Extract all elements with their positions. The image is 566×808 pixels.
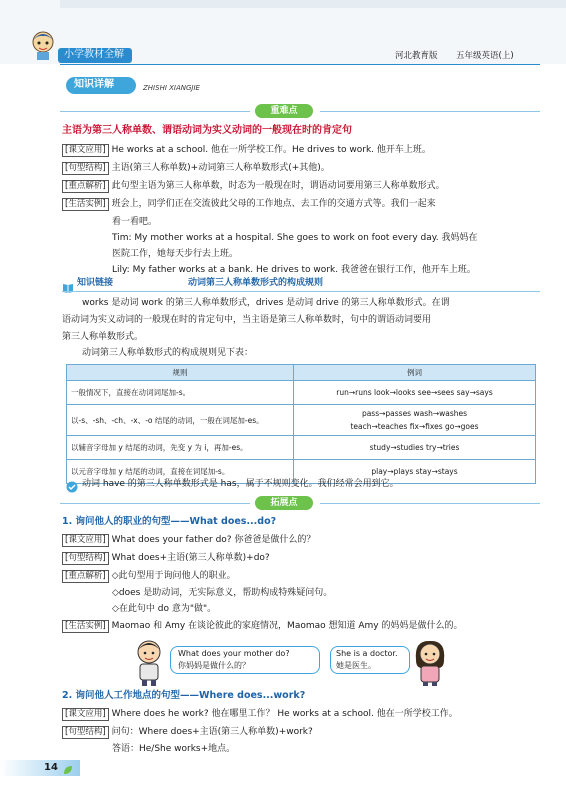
line-text: 班会上，同学们正在交流彼此父母的工作地点、去工作的交通方式等。我们一起来	[111, 199, 436, 209]
line-tag: [句型结构]	[62, 726, 109, 739]
link-note: 动词 have 的第三人称单数形式是 has，属于不规则变化。我们经常会用到它。	[82, 479, 399, 489]
table-header: 规则	[67, 365, 294, 381]
mascot-icon	[28, 30, 58, 60]
series-title: 小学教材全解	[64, 49, 124, 60]
link-para-2: 语动词为实义动词的一般现在时的肯定句中，当主语是第三人称单数时，句中的谓语动词要用	[62, 315, 432, 325]
line-tag: [重点解析]	[62, 180, 109, 193]
extend-item1-line-1	[62, 534, 315, 547]
link-title: 动词第三人称单数形式的构成规则	[188, 278, 324, 288]
line-tag: [课文应用]	[62, 708, 109, 721]
publisher: 河北教育版	[395, 51, 438, 61]
line-tag: [重点解析]	[62, 570, 109, 583]
example-line: teach→teaches fix→fixes go→goes	[350, 422, 479, 431]
extend-item1-example	[62, 620, 462, 633]
extend-item2-title: 2. 询问他人工作地点的句型——Where does...work?	[62, 690, 306, 701]
extend-item2-line-1	[62, 708, 458, 721]
line-text: What does your father do? 你爸爸是做什么的？	[111, 535, 316, 545]
keypoint-badge: 重难点	[255, 104, 313, 118]
girl-illustration-icon	[410, 638, 450, 686]
example-line: pass→passes wash→washes	[361, 409, 468, 418]
page-number: 14	[44, 762, 58, 773]
line-text: He works at a school. 他在一所学校工作。He drives to work. 他开车上班。	[111, 145, 431, 155]
keypoint-cont-1: 看一看吧。	[112, 217, 158, 227]
table-cell-rule: 以-s、-sh、-ch、-x、-o 结尾的动词，一般在词尾加-es。	[67, 405, 294, 436]
keypoint-line-4	[62, 198, 436, 211]
table-row	[67, 405, 536, 436]
keypoint-cont-2: Tim: My mother works at a hospital. She goes to work on foot every day. 我妈妈在	[112, 233, 478, 243]
table-cell-rule: 一般情况下，直接在动词词尾加-s。	[67, 381, 294, 405]
extend-rule-left	[60, 503, 250, 504]
leaf-icon	[62, 761, 74, 773]
line-text: 主语(第三人称单数)+动词第三人称单数形式(+其他)。	[111, 163, 330, 173]
line-tag: [生活实例]	[62, 198, 109, 211]
note-icon	[66, 478, 78, 490]
extend-item1-line-2	[62, 552, 270, 565]
boy-illustration-icon	[130, 638, 168, 686]
bubble2-en: She is a doctor.	[336, 649, 398, 658]
keypoint-cont-4: Lily: My father works at a bank. He drives to work. 我爸爸在银行工作，他开车上班。	[112, 265, 476, 275]
keypoint-line-2	[62, 162, 330, 175]
table-cell-examples	[294, 405, 536, 436]
table-row	[67, 436, 536, 460]
rules-table	[66, 364, 536, 484]
table-header: 例词	[294, 365, 536, 381]
bubble1-en: What does your mother do?	[178, 649, 290, 658]
section-badge-pinyin: ZHISHI XIANGJIE	[143, 84, 200, 92]
link-label: 知识链接	[77, 278, 114, 288]
table-cell-examples: play→plays stay→stays	[294, 460, 536, 484]
table-row	[67, 381, 536, 405]
table-cell-examples: run→runs look→looks see→sees say→says	[294, 381, 536, 405]
keypoint-cont-3: 医院工作，她每天步行去上班。	[112, 249, 239, 259]
line-tag: [课文应用]	[62, 534, 109, 547]
header-rule	[60, 64, 540, 65]
link-rule	[62, 291, 540, 292]
extend-badge: 拓展点	[255, 496, 313, 510]
link-para-1: works 是动词 work 的第三人称单数形式，drives 是动词 drive 的第三人称单数形式。在谓	[82, 298, 450, 308]
extend-rule-right	[320, 503, 540, 504]
extend-item1-title: 1. 询问他人的职业的句型——What does...do?	[62, 516, 277, 527]
bubble1-zh: 你妈妈是做什么的？	[178, 661, 250, 670]
line-text: ◇此句型用于询问他人的职业。	[111, 571, 236, 581]
book-icon	[62, 278, 74, 288]
line-tag: [生活实例]	[62, 620, 109, 633]
keypoint-title: 主语为第三人称单数、谓语动词为实义动词的一般现在时的肯定句	[62, 125, 352, 136]
line-tag: [句型结构]	[62, 552, 109, 565]
table-cell-examples: study→studies try→tries	[294, 436, 536, 460]
keypoint-rule-left	[60, 111, 250, 112]
link-para-3: 第三人称单数形式。	[62, 332, 144, 342]
table-cell-rule: 以元音字母加 y 结尾的动词，直接在词尾加-s。	[67, 460, 294, 484]
line-tag: [句型结构]	[62, 162, 109, 175]
grade-book: 五年级英语(上)	[456, 51, 514, 61]
extend-item2-line-2	[62, 726, 313, 739]
line-tag: [课文应用]	[62, 144, 109, 157]
line-text: 问句：Where does+主语(第三人称单数)+work?	[111, 727, 313, 737]
keypoint-rule-right	[320, 111, 540, 112]
line-text: Maomao 和 Amy 在谈论彼此的家庭情况，Maomao 想知道 Amy 的妈妈是做什么的。	[111, 621, 463, 631]
line-text: What does+主语(第三人称单数)+do?	[111, 553, 270, 563]
extend-item2-answer: 答语：He/She works+地点。	[112, 744, 236, 754]
extend-item1-sub-1: ◇does 是助动词，无实际意义，帮助构成特殊疑问句。	[112, 588, 333, 598]
table-cell-rule: 以辅音字母加 y 结尾的动词，先变 y 为 i，再加-es。	[67, 436, 294, 460]
extend-item1-sub-2: ◇在此句中 do 意为"做"。	[112, 604, 217, 614]
section-badge-label: 知识详解	[74, 79, 114, 90]
keypoint-line-3	[62, 180, 445, 193]
link-table-intro: 动词第三人称单数形式的构成规则见下表：	[82, 348, 254, 358]
table-header-row	[67, 365, 536, 381]
extend-item1-line-3	[62, 570, 236, 583]
header-top-strip	[60, 0, 566, 8]
bubble2-zh: 她是医生。	[336, 661, 376, 670]
line-text: Where does he work? 他在哪里工作？ He works at a school. 他在一所学校工作。	[111, 709, 458, 719]
line-text: 此句型主语为第三人称单数，时态为一般现在时，谓语动词要用第三人称单数形式。	[111, 181, 445, 191]
keypoint-line-1	[62, 144, 431, 157]
